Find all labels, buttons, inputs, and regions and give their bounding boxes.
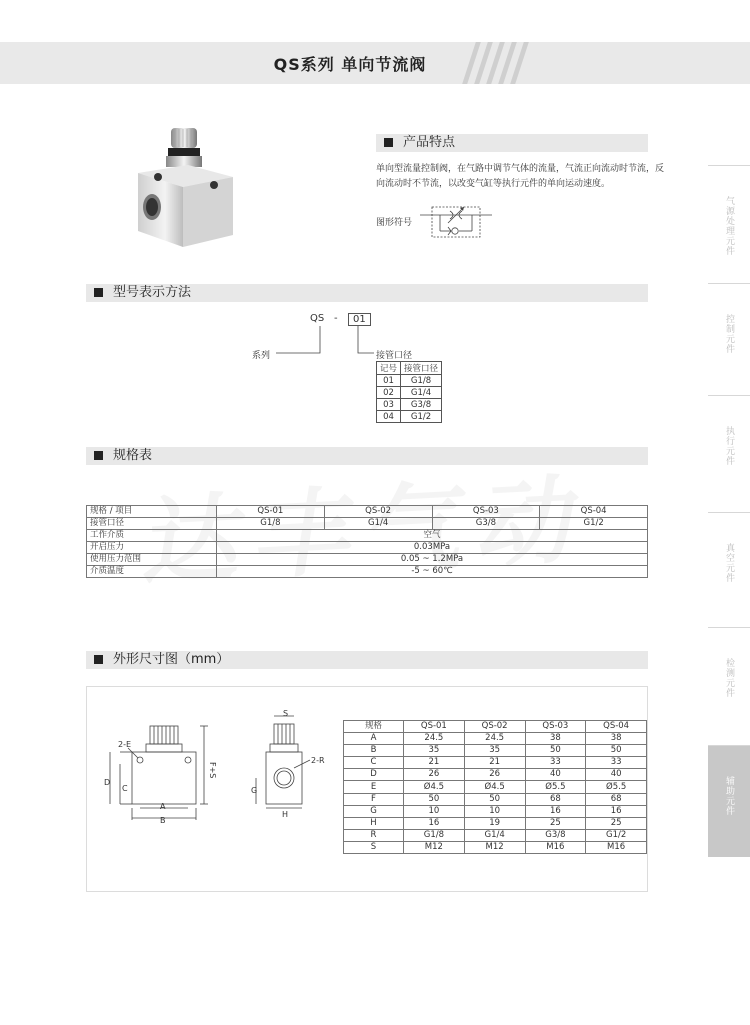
table-cell: B	[344, 745, 404, 757]
table-cell: 50	[464, 793, 525, 805]
table-cell: G1/2	[586, 829, 647, 841]
dim-label-a: A	[160, 802, 166, 811]
table-cell: 35	[404, 745, 465, 757]
table-cell: 0.03MPa	[217, 542, 648, 554]
table-header-cell: QS-02	[324, 506, 432, 518]
table-cell: 21	[404, 757, 465, 769]
square-bullet-icon	[94, 288, 103, 297]
table-header-cell: QS-03	[432, 506, 540, 518]
port-label: 接管口径	[376, 351, 413, 361]
table-header-row	[87, 506, 648, 518]
table-header-row	[377, 362, 442, 375]
table-row	[87, 518, 648, 530]
side-tab-sensor[interactable]	[708, 627, 750, 745]
table-row	[377, 411, 442, 423]
table-cell: G1/8	[217, 518, 325, 530]
table-row	[377, 387, 442, 399]
flow-control-symbol-icon	[420, 203, 492, 241]
table-row	[344, 817, 647, 829]
table-cell: 35	[464, 745, 525, 757]
table-cell: G1/4	[324, 518, 432, 530]
table-cell: 使用压力范围	[87, 554, 217, 566]
side-tab-label: 辅助元件	[724, 776, 734, 816]
table-cell: 0.05 ~ 1.2MPa	[217, 554, 648, 566]
side-tab-label: 检测元件	[724, 658, 734, 698]
square-bullet-icon	[94, 655, 103, 664]
table-cell: G1/2	[540, 518, 648, 530]
table-cell: 33	[586, 757, 647, 769]
feature-description: 单向型流量控制阀，在气路中调节气体的流量，气流正向流动时节流，反向流动时不节流，以改变气缸等执行元件的单向运动速度。	[376, 164, 665, 189]
table-header-row	[344, 721, 647, 733]
table-cell: 68	[525, 793, 586, 805]
section-dimensions	[86, 651, 648, 669]
table-cell: F	[344, 793, 404, 805]
table-row	[344, 841, 647, 853]
table-row	[377, 375, 442, 387]
table-cell: 16	[404, 817, 465, 829]
side-tab-control[interactable]	[708, 283, 750, 395]
square-bullet-icon	[94, 451, 103, 460]
table-cell: 02	[377, 387, 401, 399]
table-cell: A	[344, 733, 404, 745]
table-cell: 01	[377, 375, 401, 387]
dim-label-e: 2-E	[118, 740, 132, 749]
dim-label-r: 2-R	[311, 756, 325, 765]
table-cell: D	[344, 769, 404, 781]
table-cell: 50	[586, 745, 647, 757]
table-header-cell: QS-01	[404, 721, 465, 733]
table-header-cell: QS-02	[464, 721, 525, 733]
table-cell: Ø4.5	[464, 781, 525, 793]
table-cell: 50	[404, 793, 465, 805]
side-tab-label: 气源处理元件	[724, 196, 734, 256]
table-row	[344, 805, 647, 817]
table-cell: H	[344, 817, 404, 829]
side-tab-label: 真空元件	[724, 543, 734, 583]
table-cell: G1/4	[401, 387, 442, 399]
table-cell: 19	[464, 817, 525, 829]
table-cell: 10	[464, 805, 525, 817]
table-cell: 24.5	[404, 733, 465, 745]
table-cell: G	[344, 805, 404, 817]
section-heading: 外形尺寸图（mm）	[113, 652, 230, 667]
table-row	[377, 399, 442, 411]
table-cell: 工作介质	[87, 530, 217, 542]
table-cell: 25	[525, 817, 586, 829]
dim-label-h: H	[282, 810, 289, 819]
table-cell: Ø5.5	[525, 781, 586, 793]
title-decoration	[465, 42, 525, 84]
table-cell: Ø5.5	[586, 781, 647, 793]
table-cell: G1/8	[401, 375, 442, 387]
side-tab-actuator[interactable]	[708, 395, 750, 512]
dim-label-b: B	[160, 816, 166, 825]
table-header-cell: QS-03	[525, 721, 586, 733]
dim-label-c: C	[122, 784, 128, 793]
table-row	[344, 733, 647, 745]
table-cell: 33	[525, 757, 586, 769]
table-cell: 26	[404, 769, 465, 781]
table-cell: 25	[586, 817, 647, 829]
table-header-cell: QS-01	[217, 506, 325, 518]
square-bullet-icon	[384, 138, 393, 147]
page-title: QS系列 单向节流阀	[273, 55, 427, 74]
spec-table	[86, 505, 648, 578]
dim-label-d: D	[104, 778, 111, 787]
table-cell: 68	[586, 793, 647, 805]
table-cell: G3/8	[525, 829, 586, 841]
table-cell: M16	[525, 841, 586, 853]
table-cell: 26	[464, 769, 525, 781]
table-cell: G1/4	[464, 829, 525, 841]
table-row	[344, 829, 647, 841]
side-tab-label: 控制元件	[724, 314, 734, 354]
side-view-drawing	[248, 706, 328, 826]
section-heading: 规格表	[113, 448, 153, 463]
table-cell: M16	[586, 841, 647, 853]
table-cell: G1/8	[404, 829, 465, 841]
table-row	[87, 554, 648, 566]
side-tab-label: 执行元件	[724, 426, 734, 466]
table-header-cell: QS-04	[586, 721, 647, 733]
table-cell: 24.5	[464, 733, 525, 745]
dim-label-g: G	[251, 786, 258, 795]
table-cell: S	[344, 841, 404, 853]
section-model	[86, 284, 648, 302]
table-cell: 38	[525, 733, 586, 745]
table-row	[344, 769, 647, 781]
table-cell: 空气	[217, 530, 648, 542]
table-cell: 开启压力	[87, 542, 217, 554]
table-cell: G3/8	[432, 518, 540, 530]
model-dash: -	[334, 313, 338, 324]
table-row	[344, 745, 647, 757]
title-band	[0, 42, 750, 84]
table-cell: 21	[464, 757, 525, 769]
dim-label-s: S	[283, 709, 289, 718]
table-cell: 38	[586, 733, 647, 745]
table-cell: 10	[404, 805, 465, 817]
table-row	[87, 530, 648, 542]
table-cell: R	[344, 829, 404, 841]
table-row	[344, 793, 647, 805]
table-cell: -5 ~ 60℃	[217, 566, 648, 578]
model-prefix: QS	[310, 313, 325, 324]
table-row	[344, 757, 647, 769]
section-heading: 型号表示方法	[113, 285, 192, 300]
table-cell: C	[344, 757, 404, 769]
table-cell: 03	[377, 399, 401, 411]
table-header-cell: QS-04	[540, 506, 648, 518]
table-row	[87, 542, 648, 554]
table-header-cell: 规格	[344, 721, 404, 733]
table-cell: 40	[586, 769, 647, 781]
table-row	[87, 566, 648, 578]
side-tab-vacuum[interactable]	[708, 512, 750, 627]
dimension-table	[343, 720, 647, 854]
table-cell: Ø4.5	[404, 781, 465, 793]
table-header-cell: 接管口径	[401, 362, 442, 375]
series-label: 系列	[252, 351, 271, 361]
side-tab-air-source[interactable]	[708, 165, 750, 283]
port-code-table	[376, 361, 442, 423]
table-row	[344, 781, 647, 793]
product-photo	[128, 125, 238, 255]
table-cell: 04	[377, 411, 401, 423]
table-cell: G1/2	[401, 411, 442, 423]
section-features	[376, 134, 648, 152]
table-cell: G3/8	[401, 399, 442, 411]
side-tab-auxiliary[interactable]	[708, 745, 750, 857]
dim-label-fs: F+S	[208, 762, 217, 779]
table-cell: 接管口径	[87, 518, 217, 530]
table-cell: E	[344, 781, 404, 793]
table-cell: 40	[525, 769, 586, 781]
table-cell: 50	[525, 745, 586, 757]
table-cell: M12	[464, 841, 525, 853]
model-code: 01	[348, 313, 371, 326]
symbol-label: 图形符号	[376, 218, 413, 228]
table-cell: 16	[586, 805, 647, 817]
section-spec	[86, 447, 648, 465]
table-cell: M12	[404, 841, 465, 853]
table-cell: 16	[525, 805, 586, 817]
model-leader-lines	[270, 326, 390, 358]
table-header-cell: 规格 / 项目	[87, 506, 217, 518]
table-header-cell: 记号	[377, 362, 401, 375]
section-heading: 产品特点	[403, 135, 456, 150]
table-cell: 介质温度	[87, 566, 217, 578]
